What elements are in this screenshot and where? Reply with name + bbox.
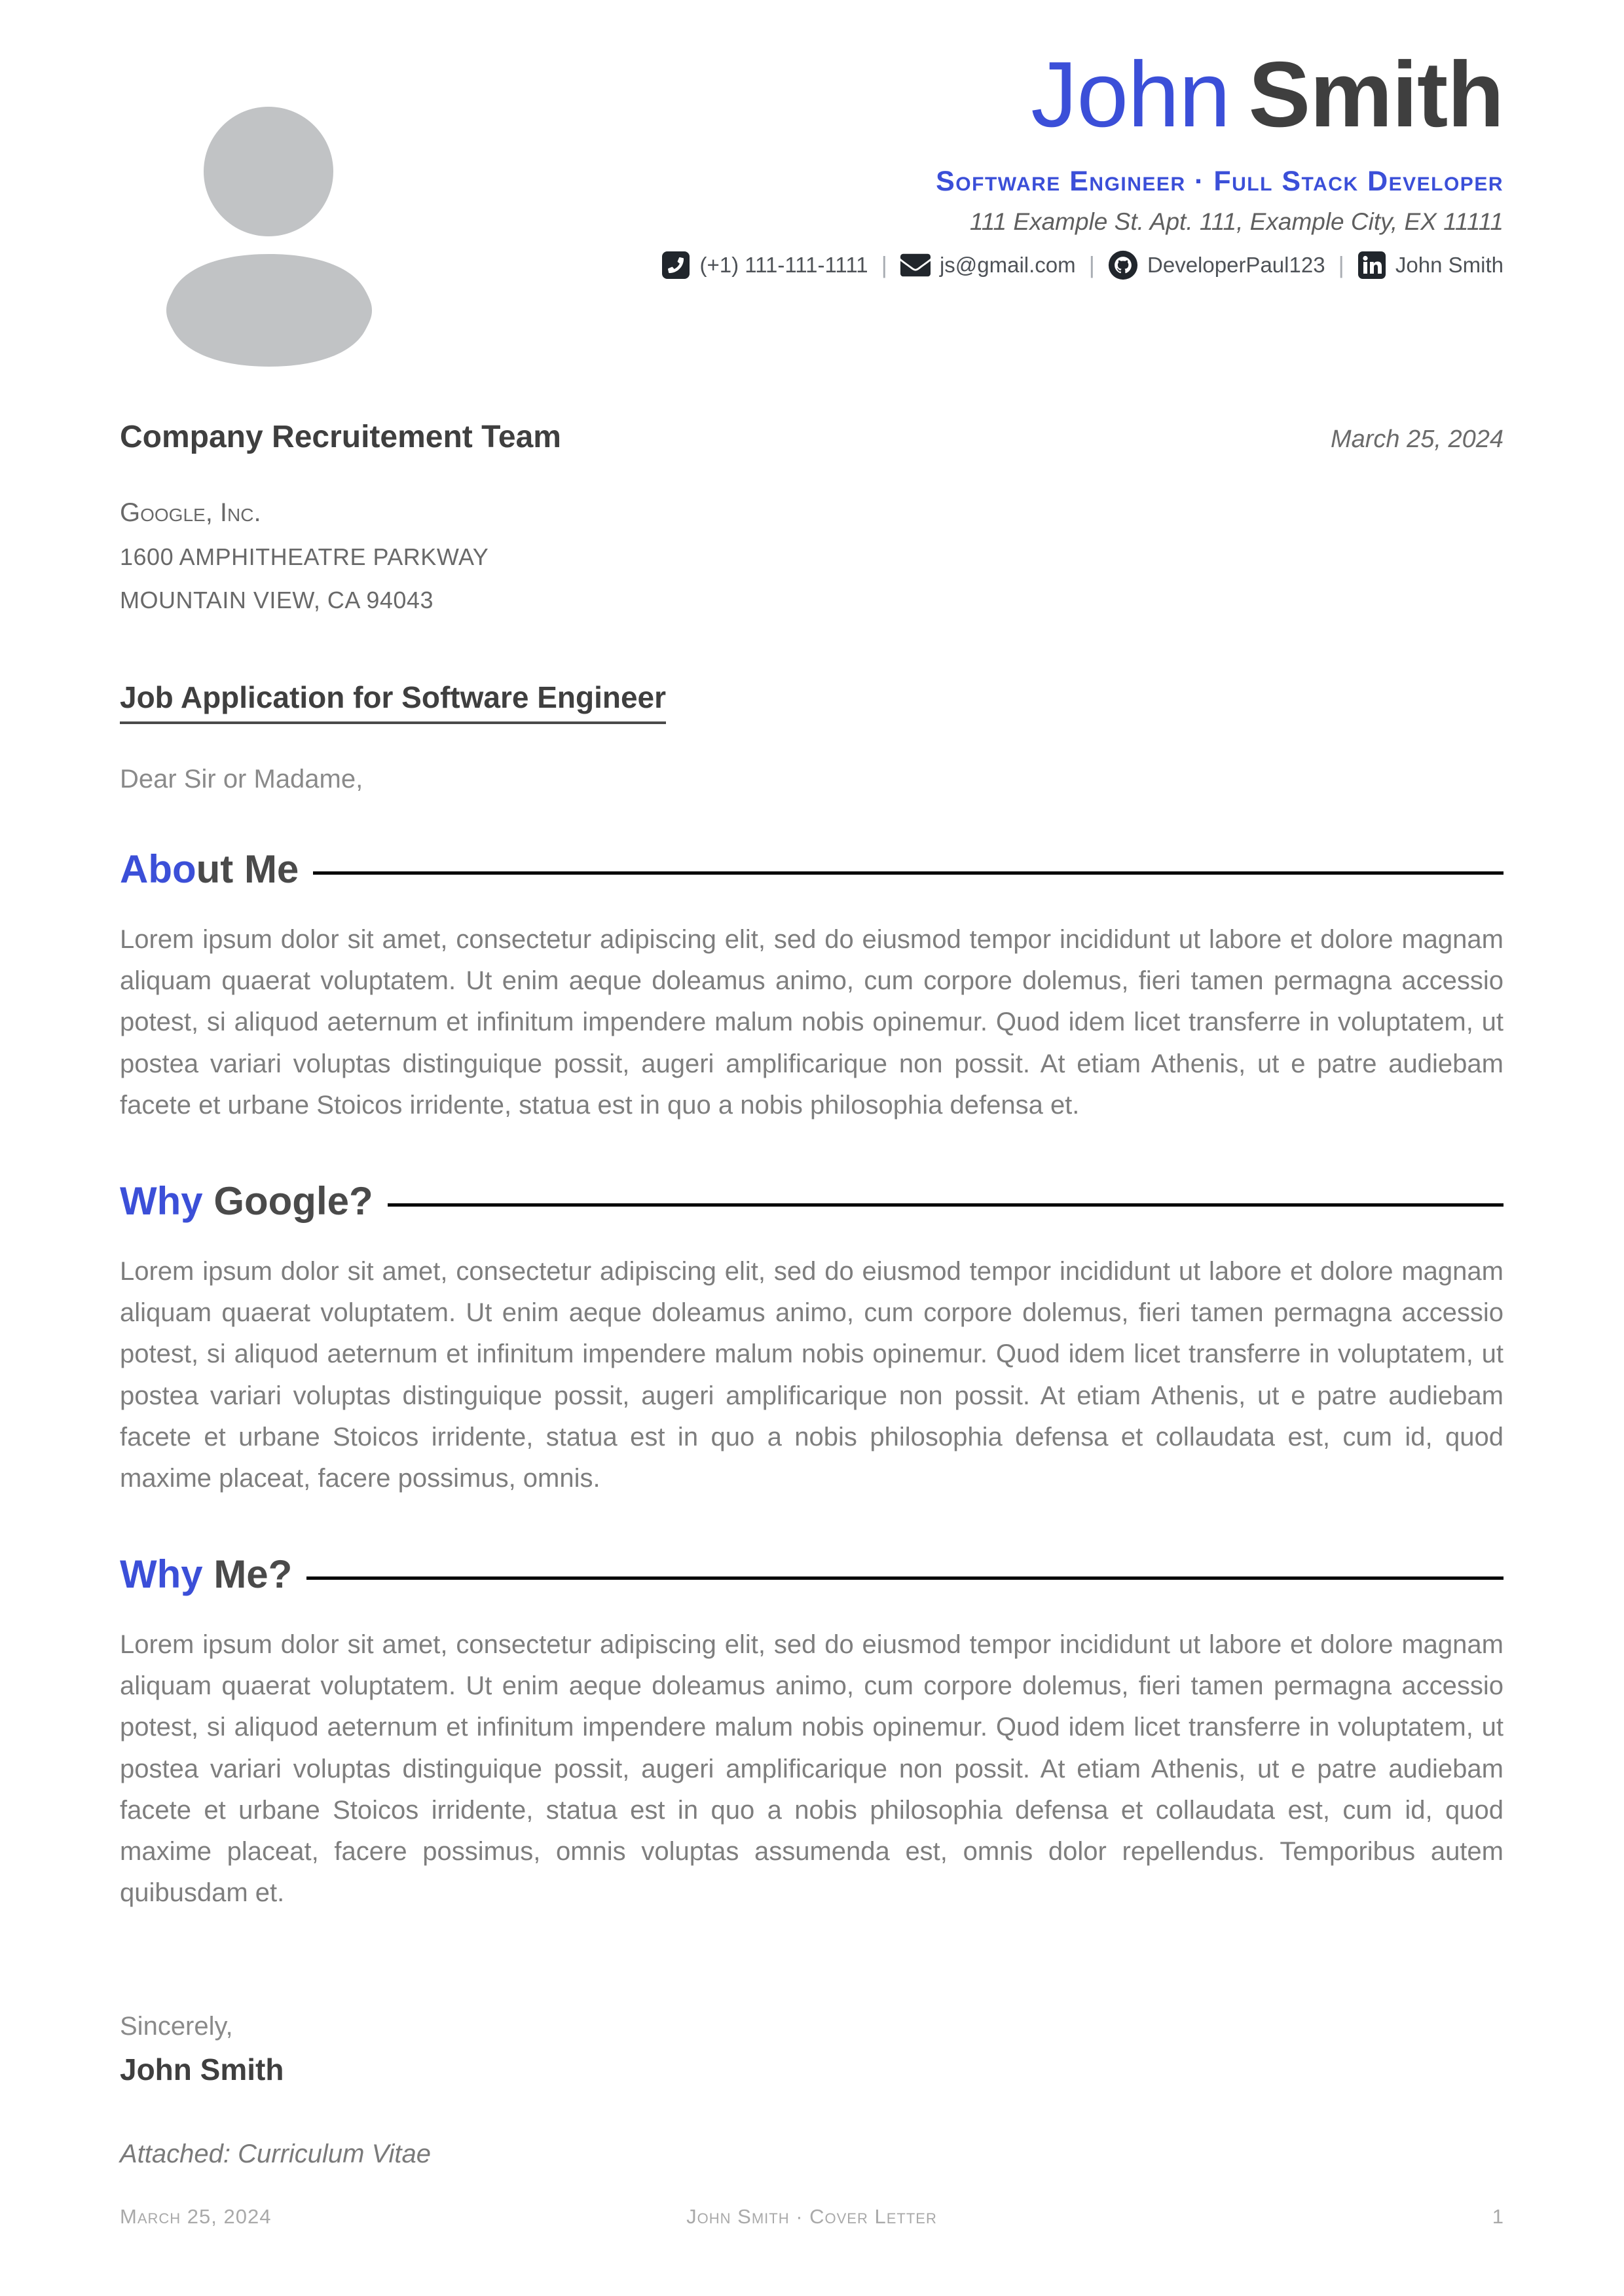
contact-item-phone[interactable] bbox=[661, 251, 868, 280]
section-title bbox=[120, 1552, 1504, 1597]
email-icon bbox=[900, 250, 931, 280]
section-title-highlight: Why bbox=[120, 1552, 203, 1597]
page-footer bbox=[120, 2205, 1504, 2229]
footer-title: John Smith · Cover Letter bbox=[686, 2205, 937, 2228]
contact-separator: | bbox=[1088, 251, 1096, 279]
letter-body bbox=[120, 419, 1504, 2169]
contact-item-linkedin[interactable] bbox=[1357, 251, 1504, 280]
section-body: Lorem ipsum dolor sit amet, consectetur adipiscing elit, sed do eiusmod tempor incididunt ut labore et dolore magnam aliquam quaerat voluptatem. Ut enim aeque doleamus animo, cum corpore dolemus, fieri tamen permagna accessio potest, si aliquod aeternum et infinitum impendere malum nobis opinemur. Quod idem licet transferre in voluptatem, ut postea variari voluptas distinguique possit, augeri amplificarique non possit. At etiam Athenis, ut e patre audiebam facete et urbane Stoicos irridente, statua est in quo a nobis philosophia defensa et. bbox=[120, 925, 1504, 1120]
recipient-name: Company Recruitement Team bbox=[120, 420, 561, 454]
subject-line bbox=[120, 680, 1504, 724]
phone-number: (+1) 111-111-1111 bbox=[699, 253, 868, 278]
section-body: Lorem ipsum dolor sit amet, consectetur adipiscing elit, sed do eiusmod tempor incididunt ut labore et dolore magnam aliquam quaerat voluptatem. Ut enim aeque doleamus animo, cum corpore dolemus, fieri tamen permagna accessio potest, si aliquod aeternum et infinitum impendere malum nobis opinemur. Quod idem licet transferre in voluptatem, ut postea variari voluptas distinguique possit, augeri amplificarique non possit. At etiam Athenis, ut e patre audiebam facete et urbane Stoicos irridente, statua est in quo a nobis philosophia defensa et collaudata est, cum id, quod maxime placeat, facere possimus, omnis. bbox=[120, 1256, 1504, 1493]
section-why-google bbox=[120, 1178, 1504, 1499]
last-name: Smith bbox=[1248, 43, 1504, 147]
section-rule bbox=[313, 871, 1504, 875]
contact-separator: | bbox=[1338, 251, 1344, 279]
profile-photo-placeholder bbox=[166, 105, 375, 370]
contact-item-email[interactable] bbox=[900, 250, 1076, 280]
section-title bbox=[120, 1178, 1504, 1224]
header bbox=[661, 43, 1504, 280]
recipient-company: Google, Inc. bbox=[120, 498, 261, 527]
position-title: Software Engineer · Full Stack Developer bbox=[936, 166, 1504, 198]
header-address: 111 Example St. Apt. 111, Example City, EX 11111 bbox=[969, 208, 1504, 236]
footer-page-number: 1 bbox=[1492, 2205, 1504, 2228]
section-title-highlight: Abo bbox=[120, 847, 196, 891]
section-title-rest: Google? bbox=[202, 1178, 373, 1223]
section-body: Lorem ipsum dolor sit amet, consectetur adipiscing elit, sed do eiusmod tempor incididunt ut labore et dolore magnam aliquam quaerat voluptatem. Ut enim aeque doleamus animo, cum corpore dolemus, fieri tamen permagna accessio potest, si aliquod aeternum et infinitum impendere malum nobis opinemur. Quod idem licet transferre in voluptatem, ut postea variari voluptas distinguique possit, augeri amplificarique non possit. At etiam Athenis, ut e patre audiebam facete et urbane Stoicos irridente, statua est in quo a nobis philosophia defensa et collaudata est, cum id, quod maxime placeat, facere possimus, omnis voluptas assumenda est, omnis dolor repellendus. Temporibus autem quibusdam et. bbox=[120, 1630, 1504, 1908]
recipient-address-line-2: MOUNTAIN VIEW, CA 94043 bbox=[120, 587, 434, 613]
phone-icon bbox=[661, 251, 690, 280]
footer-date: March 25, 2024 bbox=[120, 2205, 272, 2228]
contact-bar bbox=[661, 250, 1504, 280]
section-title-rest: Me? bbox=[202, 1552, 293, 1597]
recipient-row bbox=[120, 419, 1504, 455]
section-rule bbox=[388, 1203, 1504, 1207]
section-why-me bbox=[120, 1552, 1504, 1914]
person-icon bbox=[166, 105, 375, 370]
letter-date: March 25, 2024 bbox=[1330, 426, 1504, 453]
github-username: DeveloperPaul123 bbox=[1147, 253, 1325, 278]
first-name: John bbox=[1031, 43, 1230, 147]
contact-item-github[interactable] bbox=[1108, 250, 1325, 280]
signature: John Smith bbox=[120, 2052, 284, 2087]
header-name bbox=[661, 43, 1504, 147]
recipient-address-line-1: 1600 AMPHITHEATRE PARKWAY bbox=[120, 543, 489, 570]
section-title-highlight: Why bbox=[120, 1178, 203, 1223]
linkedin-icon bbox=[1357, 251, 1386, 280]
section-title bbox=[120, 847, 1504, 892]
email-address: js@gmail.com bbox=[939, 253, 1076, 278]
attachment-note: Attached: Curriculum Vitae bbox=[120, 2140, 432, 2169]
section-about-me bbox=[120, 847, 1504, 1126]
section-title-rest: ut Me bbox=[196, 847, 299, 891]
contact-separator: | bbox=[881, 251, 887, 279]
linkedin-name: John Smith bbox=[1395, 253, 1504, 278]
subject-text: Job Application for Software Engineer bbox=[120, 680, 666, 724]
section-rule bbox=[306, 1576, 1504, 1580]
github-icon bbox=[1108, 250, 1138, 280]
closing: Sincerely, bbox=[120, 2012, 233, 2041]
salutation: Dear Sir or Madame, bbox=[120, 765, 363, 793]
